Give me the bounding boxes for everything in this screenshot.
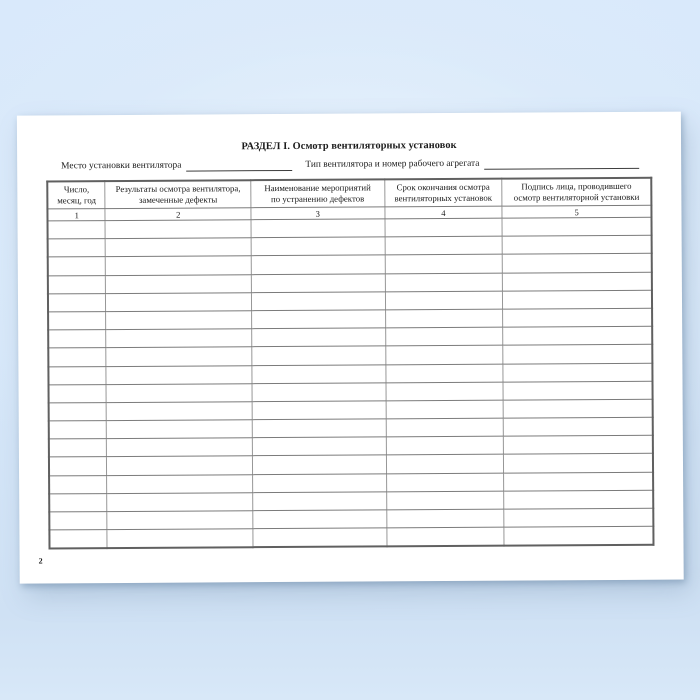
empty-cell — [504, 526, 653, 546]
empty-cell — [106, 383, 252, 402]
empty-cell — [384, 218, 502, 237]
empty-cell — [48, 312, 106, 331]
column-header-date: Число, месяц, год — [47, 181, 105, 209]
empty-cell — [251, 292, 385, 311]
empty-cell — [251, 219, 385, 238]
field-label-fan-location: Место установки вентилятора — [61, 160, 182, 172]
empty-cell — [49, 384, 107, 403]
empty-cell — [252, 310, 386, 329]
empty-cell — [502, 235, 651, 254]
empty-cell — [48, 221, 106, 240]
empty-cell — [503, 272, 652, 291]
empty-cell — [385, 309, 503, 328]
empty-cell — [385, 327, 503, 346]
empty-cell — [49, 512, 107, 531]
empty-cell — [252, 437, 386, 456]
empty-cell — [49, 439, 107, 458]
empty-cell — [252, 401, 386, 420]
empty-cell — [385, 236, 503, 255]
empty-cell — [106, 256, 252, 275]
empty-cell — [504, 435, 653, 454]
empty-cell — [106, 365, 252, 384]
column-header-inspection-results: Результаты осмотра вентилятора, замеченные дефекты — [105, 180, 251, 208]
empty-cell — [386, 509, 504, 528]
field-label-fan-type-and-unit: Тип вентилятора и номер рабочего агрегата — [305, 158, 480, 170]
empty-cell — [385, 273, 503, 292]
empty-cell — [106, 292, 252, 311]
empty-cell — [503, 290, 652, 309]
empty-cell — [107, 402, 253, 421]
empty-cell — [253, 492, 387, 511]
empty-cell — [385, 364, 503, 383]
empty-cell — [253, 510, 387, 529]
empty-cell — [107, 511, 253, 530]
empty-cell — [385, 255, 503, 274]
empty-cell — [504, 472, 653, 491]
empty-cell — [386, 473, 504, 492]
inspection-table — [46, 177, 654, 550]
empty-cell — [106, 274, 252, 293]
empty-cell — [49, 402, 107, 421]
empty-cell — [386, 418, 504, 437]
empty-cell — [502, 254, 651, 273]
empty-cell — [48, 330, 106, 349]
empty-cell — [106, 311, 252, 330]
empty-cell — [252, 383, 386, 402]
column-number-cell: 1 — [47, 209, 105, 221]
page-number: 2 — [38, 556, 43, 566]
empty-cell — [107, 474, 253, 493]
column-number-cell: 4 — [384, 206, 502, 219]
inspection-table-body — [48, 217, 654, 549]
column-number-cell: 5 — [502, 205, 651, 218]
empty-cell — [386, 455, 504, 474]
empty-cell — [251, 273, 385, 292]
empty-cell — [504, 490, 653, 509]
empty-cell — [386, 527, 504, 546]
empty-cell — [253, 474, 387, 493]
empty-cell — [503, 345, 652, 364]
form-fields-row — [61, 158, 639, 173]
empty-cell — [107, 438, 253, 457]
empty-cell — [386, 436, 504, 455]
inspection-table-head — [47, 178, 651, 221]
empty-cell — [252, 419, 386, 438]
empty-cell — [253, 528, 387, 548]
empty-cell — [252, 455, 386, 474]
empty-cell — [503, 381, 652, 400]
empty-cell — [504, 454, 653, 473]
empty-cell — [503, 417, 652, 436]
empty-cell — [106, 329, 252, 348]
empty-cell — [252, 328, 386, 347]
empty-cell — [107, 420, 253, 439]
empty-cell — [386, 491, 504, 510]
empty-cell — [107, 493, 253, 512]
empty-cell — [251, 255, 385, 274]
empty-cell — [49, 530, 107, 549]
empty-cell — [49, 457, 107, 476]
empty-cell — [106, 238, 252, 257]
empty-cell — [503, 363, 652, 382]
empty-cell — [386, 400, 504, 419]
fill-in-blank-fan-location — [186, 161, 292, 172]
empty-cell — [106, 347, 252, 366]
empty-cell — [105, 220, 251, 239]
empty-cell — [49, 421, 107, 440]
empty-cell — [49, 475, 107, 494]
empty-cell — [48, 275, 106, 294]
column-header-corrective-measures: Наименование мероприятий по устранению дефектов — [251, 179, 385, 207]
empty-cell — [49, 493, 107, 512]
header-row — [47, 178, 651, 209]
empty-cell — [252, 364, 386, 383]
document-page — [17, 112, 684, 584]
column-header-inspector-signature: Подпись лица, проводившего осмотр вентиляторной установки — [502, 178, 651, 206]
empty-cell — [48, 366, 106, 385]
empty-cell — [48, 257, 106, 276]
empty-cell — [503, 308, 652, 327]
empty-cell — [107, 529, 253, 549]
empty-cell — [107, 456, 253, 475]
empty-cell — [48, 239, 106, 258]
empty-row — [49, 526, 653, 548]
empty-cell — [385, 291, 503, 310]
empty-cell — [251, 237, 385, 256]
empty-cell — [502, 217, 651, 236]
empty-cell — [385, 382, 503, 401]
empty-cell — [504, 508, 653, 527]
empty-cell — [503, 326, 652, 345]
empty-cell — [385, 345, 503, 364]
empty-cell — [48, 348, 106, 367]
column-header-completion-deadline: Срок окончания осмотра вентиляторных установок — [384, 179, 502, 207]
empty-cell — [48, 293, 106, 312]
section-title: РАЗДЕЛ I. Осмотр вентиляторных установок — [241, 139, 457, 153]
empty-cell — [252, 346, 386, 365]
column-number-cell: 2 — [105, 208, 251, 221]
fill-in-blank-fan-type-and-unit — [484, 159, 639, 170]
page-content — [46, 139, 654, 550]
column-number-cell: 3 — [251, 207, 385, 220]
empty-cell — [503, 399, 652, 418]
